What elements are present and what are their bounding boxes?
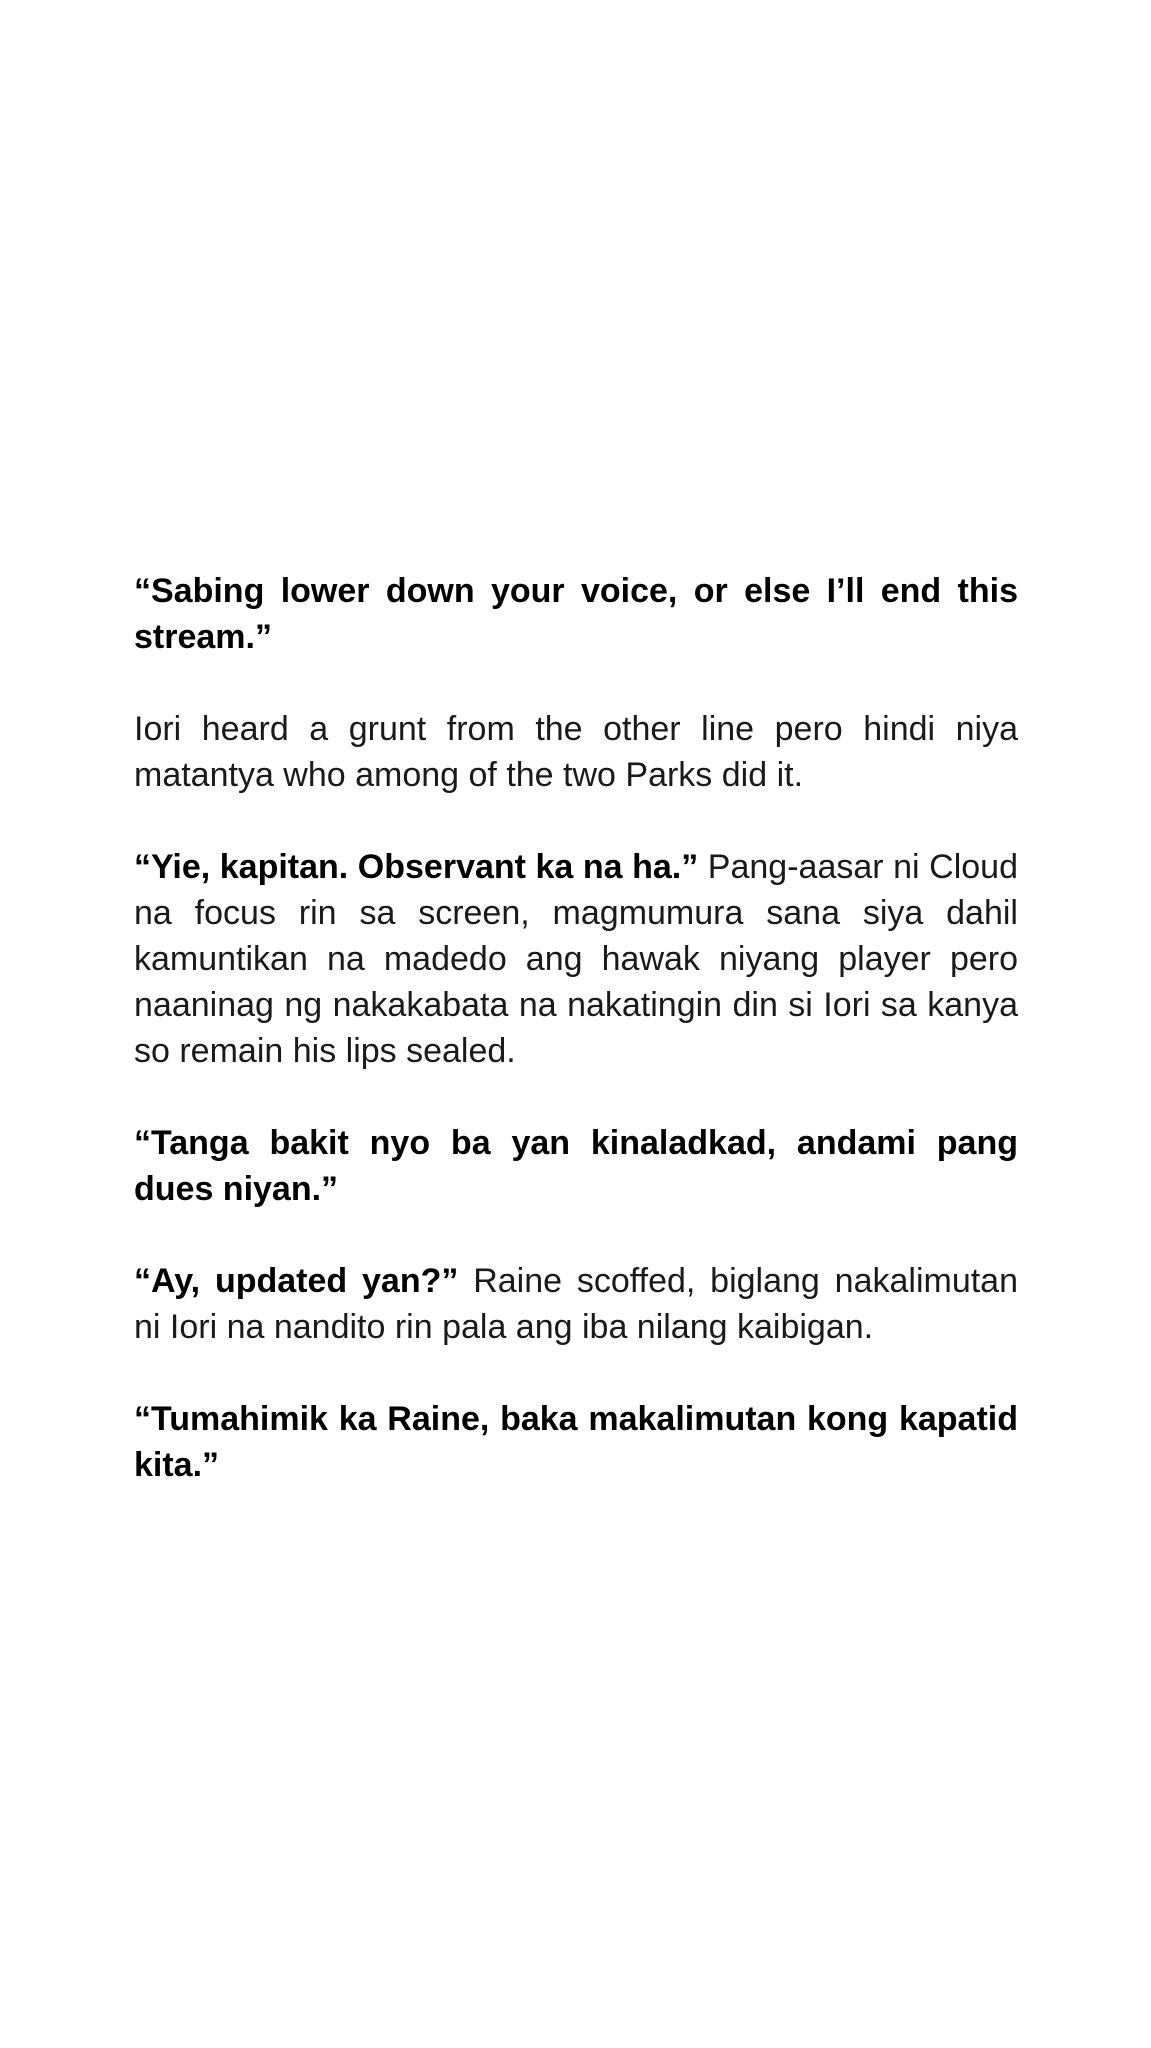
narration-text: Iori heard a grunt from the other line pero hindi niya matantya who among of the two Parks did it. [134,710,1018,794]
paragraph-5 [134,1258,1018,1350]
narration-text: Raine scoffed, biglang nakalimutan ni Iori na nandito rin pala ang iba nilang kaibigan. [134,1262,1018,1346]
narration-text: Pang-aasar ni Cloud na focus rin sa screen, magmumura sana siya dahil kamuntikan na madedo ang hawak niyang player pero naaninag ng nakakabata na nakatingin din si Iori sa kanya so remain his lips sealed. [134,848,1018,1070]
dialogue-text: “Tanga bakit nyo ba yan kinaladkad, andami pang dues niyan.” [134,1124,1018,1208]
paragraph-2 [134,706,1018,798]
paragraph-4 [134,1120,1018,1212]
dialogue-text: “Ay, updated yan?” [134,1262,459,1300]
dialogue-text: “Sabing lower down your voice, or else I’ll end this stream.” [134,572,1018,656]
story-text-body [134,568,1018,1488]
paragraph-1 [134,568,1018,660]
dialogue-text: “Yie, kapitan. Observant ka na ha.” [134,848,699,886]
dialogue-text: “Tumahimik ka Raine, baka makalimutan kong kapatid kita.” [134,1400,1018,1484]
paragraph-6 [134,1396,1018,1488]
paragraph-3 [134,844,1018,1074]
